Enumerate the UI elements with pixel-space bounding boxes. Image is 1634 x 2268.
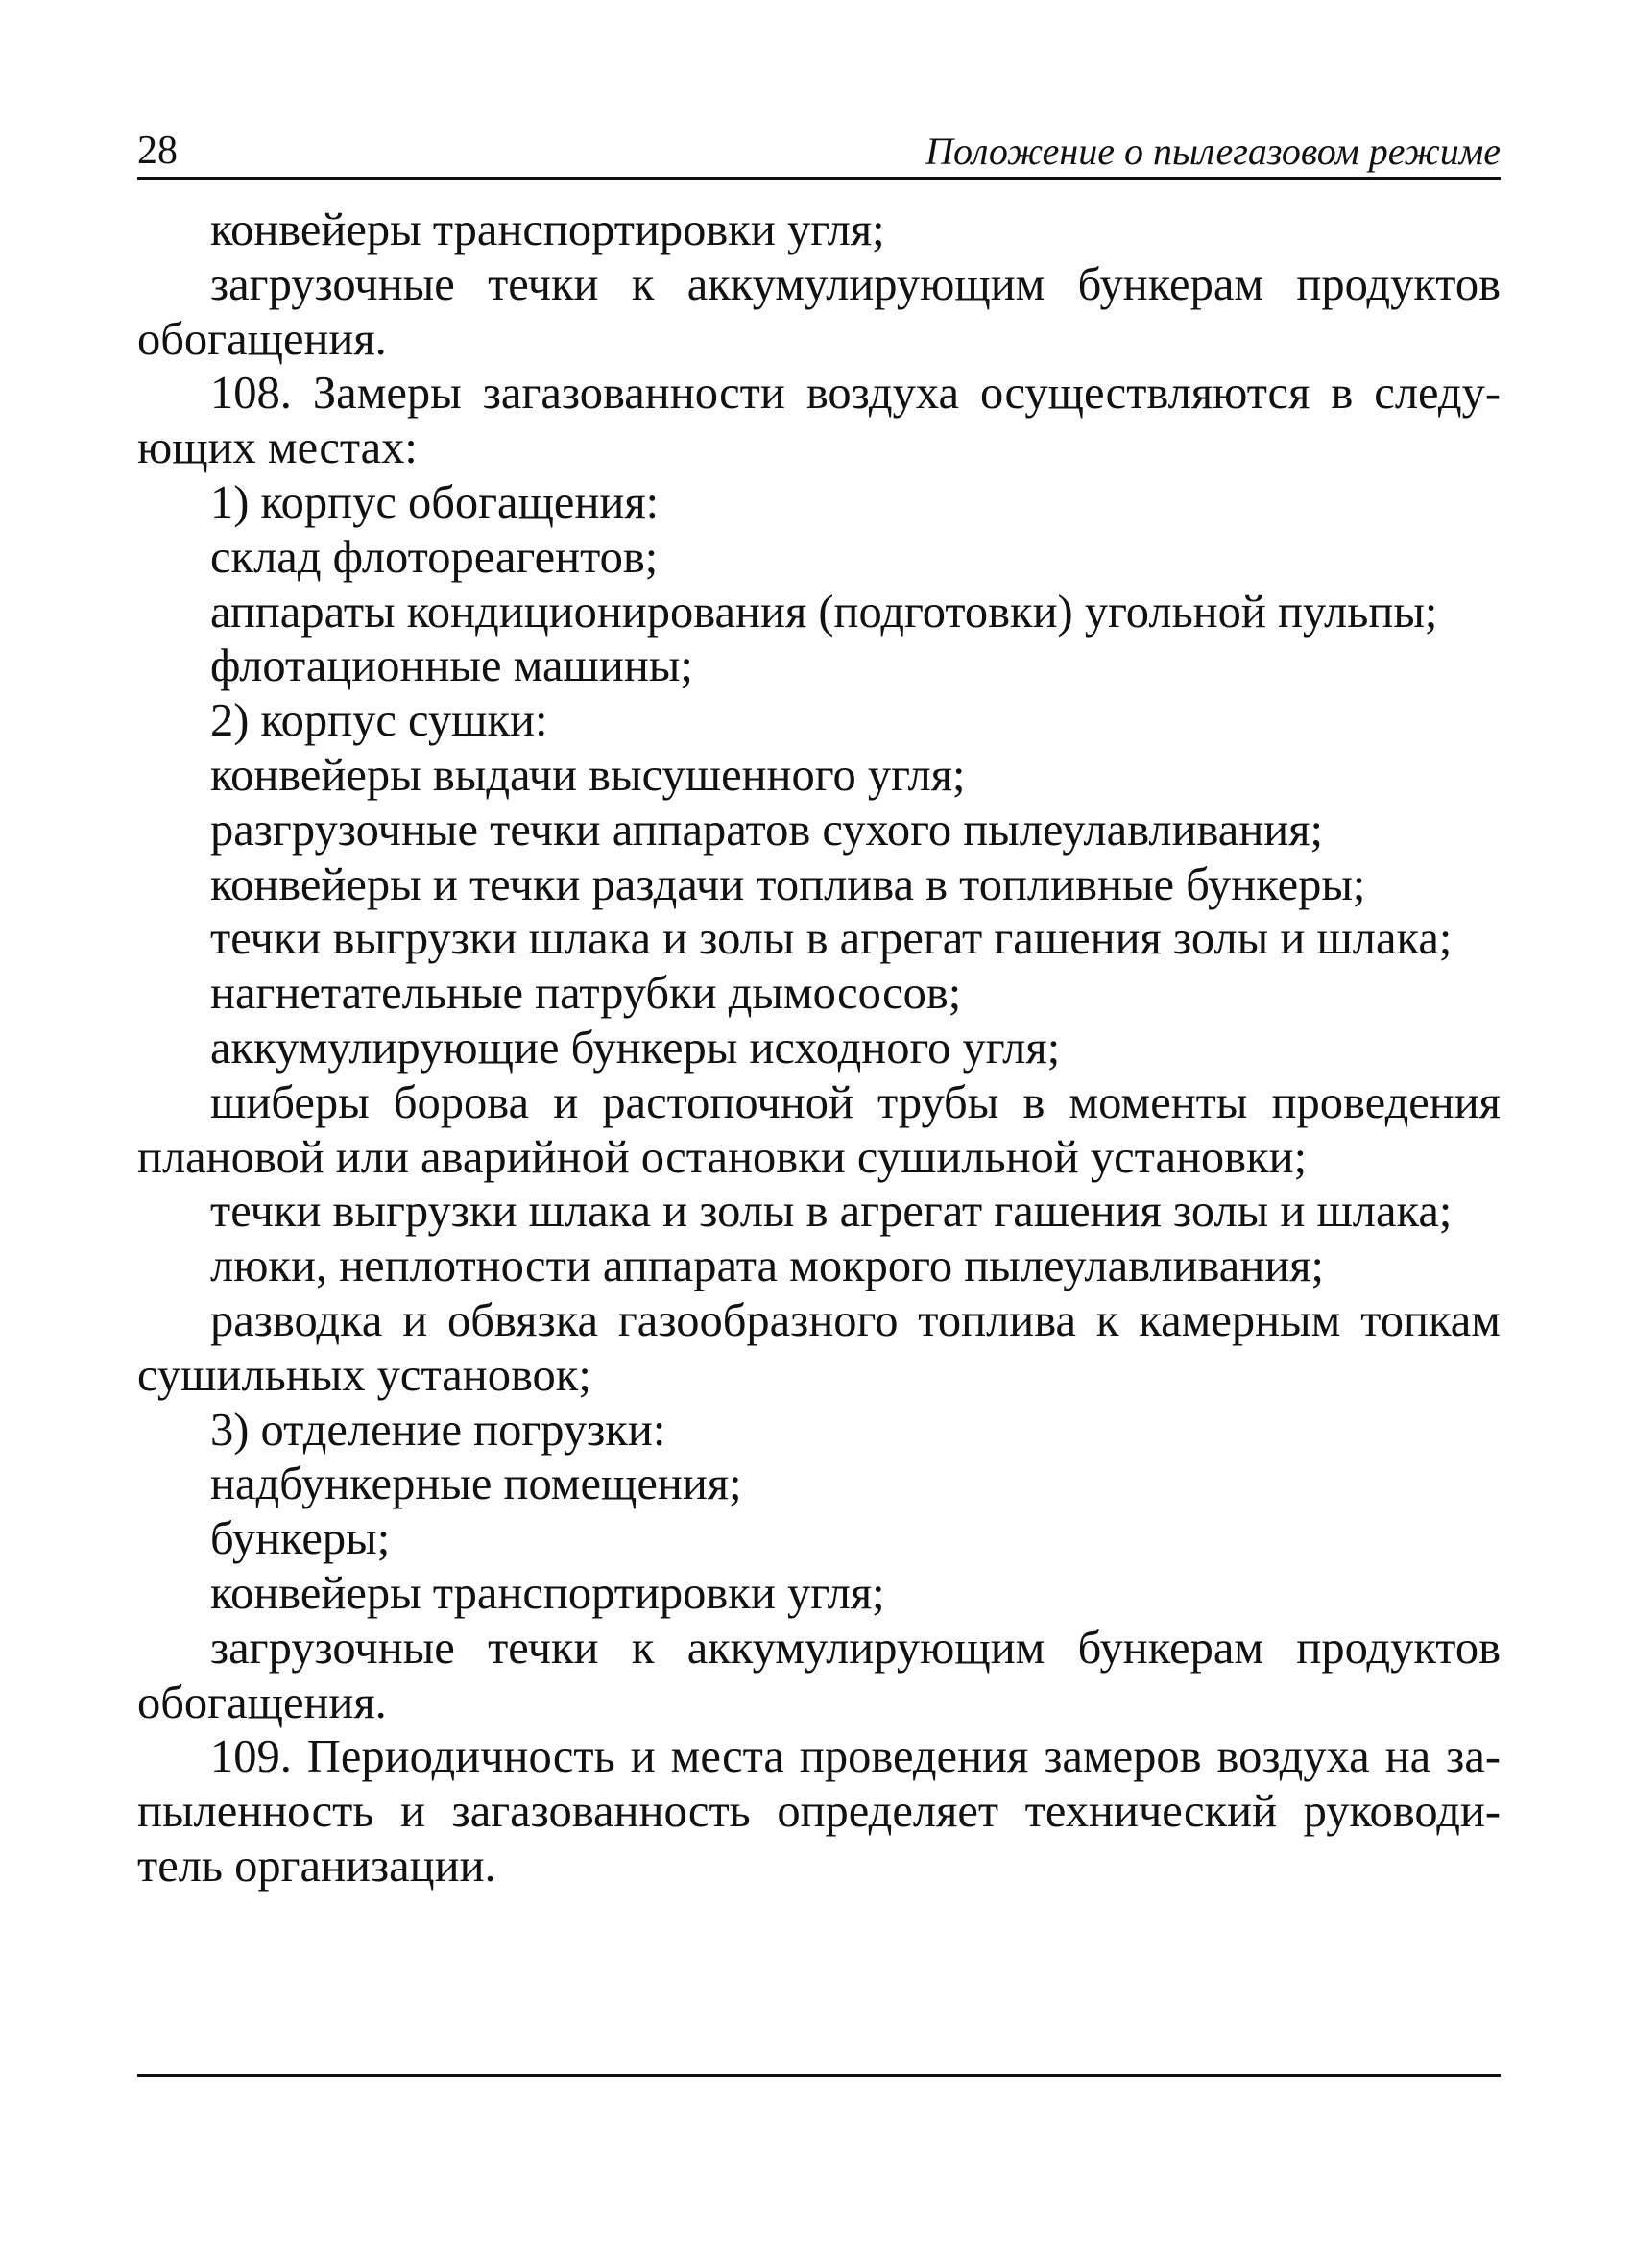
text-line: конвейеры и течки раздачи топлива в топливные бункеры; xyxy=(210,858,1366,910)
text-line: 109. Периодичность и места проведения замеров воздуха на за- xyxy=(210,1731,1501,1783)
text-line: бункеры; xyxy=(210,1513,391,1565)
text-line: ющих местах: xyxy=(137,422,418,474)
text-line: загрузочные течки к аккумулирующим бункерам продуктов xyxy=(210,1622,1501,1674)
text-line: конвейеры транспортировки угля; xyxy=(210,1567,885,1619)
text-line: аппараты кондиционирования (подготовки) угольной пульпы; xyxy=(210,586,1438,638)
text-line: 108. Замеры загазованности воздуха осуществляются в следу- xyxy=(210,368,1501,420)
text-line: течки выгрузки шлака и золы в агрегат гашения золы и шлака; xyxy=(210,913,1453,965)
text-line: конвейеры выдачи высушенного угля; xyxy=(210,749,966,801)
text-line: аккумулирующие бункеры исходного угля; xyxy=(210,1022,1061,1074)
text-line: обогащения. xyxy=(137,1677,387,1728)
text-line: плановой или аварийной остановки сушильной установки; xyxy=(137,1131,1308,1183)
footer-rule xyxy=(137,2074,1501,2077)
running-title: Положение о пылегазовом режиме xyxy=(925,130,1501,173)
text-line: течки выгрузки шлака и золы в агрегат гашения золы и шлака; xyxy=(210,1186,1453,1238)
text-line: пыленность и загазованность определяет технический руководи- xyxy=(137,1786,1501,1838)
text-line: конвейеры транспортировки угля; xyxy=(210,205,885,255)
text-line: загрузочные течки к аккумулирующим бункерам продуктов xyxy=(210,258,1501,310)
text-line: обогащения. xyxy=(137,313,387,365)
text-line: флотационные машины; xyxy=(210,640,693,692)
text-line: разводка и обвязка газообразного топлива к камерным топкам xyxy=(210,1294,1501,1346)
text-line: надбункерные помещения; xyxy=(210,1459,742,1510)
body-text xyxy=(137,204,1501,1894)
text-line: склад флотореагентов; xyxy=(210,531,659,583)
text-line: тель организации. xyxy=(137,1840,496,1892)
text-line: сушильных установок; xyxy=(137,1349,591,1401)
text-line: разгрузочные течки аппаратов сухого пылеулавливания; xyxy=(210,804,1324,856)
text-line: нагнетательные патрубки дымососов; xyxy=(210,968,962,1020)
text-line: люки, неплотности аппарата мокрого пылеулавливания; xyxy=(210,1241,1325,1292)
text-line: 1) корпус обогащения: xyxy=(210,476,660,528)
text-line: 3) отделение погрузки: xyxy=(210,1404,666,1456)
text-line: шиберы борова и растопочной трубы в моменты проведения xyxy=(210,1076,1501,1128)
text-line: 2) корпус сушки: xyxy=(210,695,548,747)
page-number: 28 xyxy=(137,129,178,173)
page-header xyxy=(137,123,1501,180)
